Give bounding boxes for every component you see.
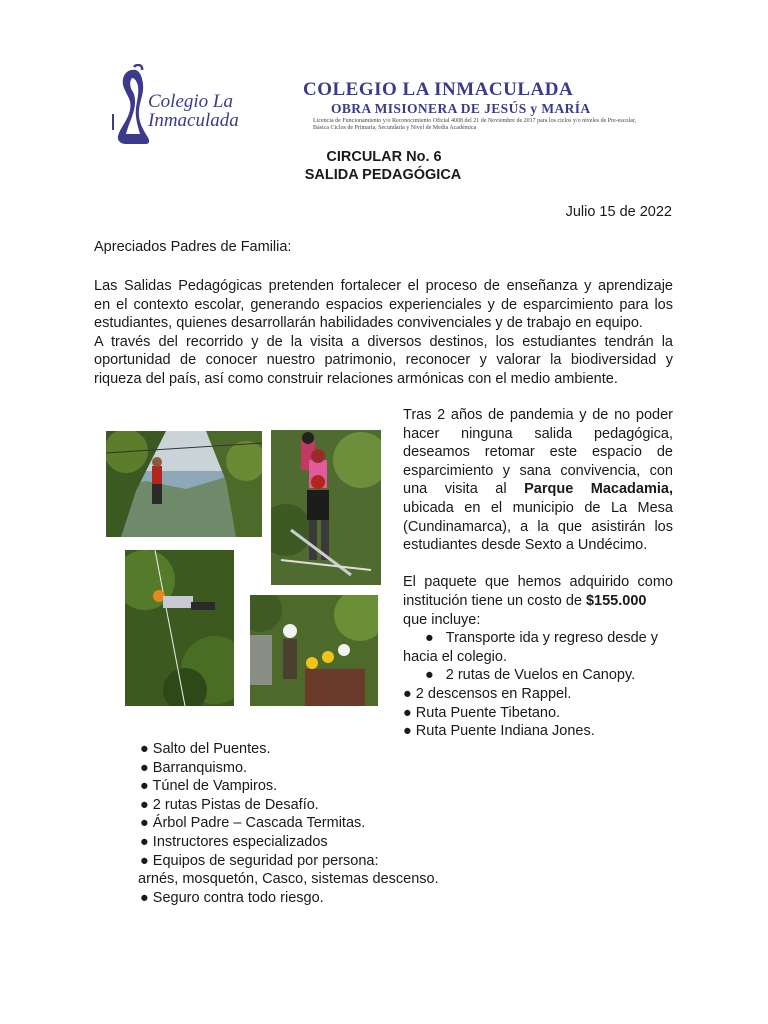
list-item: ● Salto del Puentes. bbox=[140, 741, 271, 757]
package-cost: $155.000 bbox=[585, 592, 647, 609]
intro-line: en el contexto escolar, generando espacios experienciales y de esparcimiento para los bbox=[94, 296, 673, 313]
list-item-text: 2 rutas de Vuelos en Canopy. bbox=[445, 667, 636, 684]
intro-line: oportunidad de conocer nuestro patrimonio, reconocer y valorar la biodiversidad y bbox=[94, 352, 673, 369]
list-item-text: Transporte ida y regreso desde y bbox=[445, 630, 659, 647]
intro-line: Las Salidas Pedagógicas pretenden fortalecer el proceso de enseñanza y aprendizaje bbox=[94, 278, 673, 294]
text-line: deseamos retomar este espacio de bbox=[403, 444, 673, 461]
school-title: COLEGIO LA INMACULADA bbox=[303, 79, 574, 100]
intro-paragraph bbox=[94, 277, 673, 389]
text-fragment: una visita al bbox=[403, 481, 507, 498]
circular-number: CIRCULAR No. 6 bbox=[326, 149, 442, 165]
climbing-students-photo bbox=[271, 430, 381, 585]
intro-line: riqueza del país, así como construir relaciones armónicas con el medio ambiente. bbox=[94, 370, 618, 387]
text-line: estudiantes desde Sexto a Undécimo. bbox=[403, 537, 648, 554]
list-item: ● Equipos de seguridad por persona: bbox=[140, 852, 379, 869]
logo-line-1: Colegio La bbox=[148, 91, 233, 112]
logo-wordmark bbox=[148, 92, 239, 130]
list-item: ● Ruta Puente Indiana Jones. bbox=[403, 723, 595, 740]
list-item: ● Instructores especializados bbox=[140, 833, 328, 850]
text-line: que incluye: bbox=[403, 611, 481, 628]
included-activities-list bbox=[140, 740, 480, 907]
rappel-photo bbox=[125, 550, 234, 706]
list-item: ● 2 rutas Pistas de Desafío. bbox=[140, 796, 319, 813]
canopy-forest-photo bbox=[106, 431, 262, 537]
letter-date: Julio 15 de 2022 bbox=[565, 204, 672, 220]
text-line: El paquete que hemos adquirido como bbox=[403, 574, 673, 591]
list-item bbox=[403, 666, 673, 685]
list-item-continuation: hacia el colegio. bbox=[403, 648, 507, 665]
list-item: ● Ruta Puente Tibetano. bbox=[403, 704, 561, 721]
bullet: ● bbox=[425, 630, 434, 647]
text-line: esparcimiento y sana convivencia, con bbox=[403, 462, 673, 479]
list-item: ● Árbol Padre – Cascada Termitas. bbox=[140, 815, 366, 832]
school-subtitle: OBRA MISIONERA DE JESÚS y MARÍA bbox=[331, 101, 591, 116]
text-fragment: institución tiene un costo de bbox=[403, 592, 582, 609]
spacer bbox=[403, 555, 673, 574]
intro-line: estudiantes, quienes desarrollarán habilidades convivenciales y de trabajo en equipo. bbox=[94, 315, 643, 332]
list-item-continuation: arnés, mosquetón, Casco, sistemas descenso. bbox=[138, 871, 439, 888]
list-item: ● 2 descensos en Rappel. bbox=[403, 685, 572, 702]
park-name: Parque Macadamia bbox=[524, 481, 669, 498]
list-item bbox=[403, 629, 673, 648]
text-line: Tras 2 años de pandemia y de no poder bbox=[403, 407, 673, 423]
visit-description bbox=[403, 406, 673, 741]
text-line: (Cundinamarca), a la que asistirán los bbox=[403, 518, 673, 535]
license-fine-print: Licencia de Funcionamiento y/o Reconocimiento Oficial 4008 del 21 de Noviembre de 2017 para los ciclos y/o niveles de Pre-escolar, Básica Ciclos de Primaria, Secundaria y Nivel de Media Académica bbox=[313, 118, 636, 132]
bullet: ● bbox=[425, 667, 434, 684]
text-line: ubicada en el municipio de La Mesa bbox=[403, 499, 673, 516]
text-line bbox=[403, 480, 673, 499]
intro-line: A través del recorrido y de la visita a diversos destinos, los estudiantes tendrán la bbox=[94, 333, 673, 350]
circular-title: SALIDA PEDAGÓGICA bbox=[304, 167, 462, 183]
list-item: ● Túnel de Vampiros. bbox=[140, 778, 278, 795]
salutation: Apreciados Padres de Familia: bbox=[94, 239, 292, 255]
school-logo-icon bbox=[112, 64, 152, 146]
text-fragment: , bbox=[668, 481, 674, 498]
helmet-group-photo bbox=[250, 595, 378, 706]
list-item: ● Seguro contra todo riesgo. bbox=[140, 889, 324, 906]
text-line: hacer ninguna salida pedagógica, bbox=[403, 425, 673, 442]
logo-line-2: Inmaculada bbox=[148, 110, 239, 131]
text-line bbox=[403, 592, 673, 611]
list-item: ● Barranquismo. bbox=[140, 759, 248, 776]
